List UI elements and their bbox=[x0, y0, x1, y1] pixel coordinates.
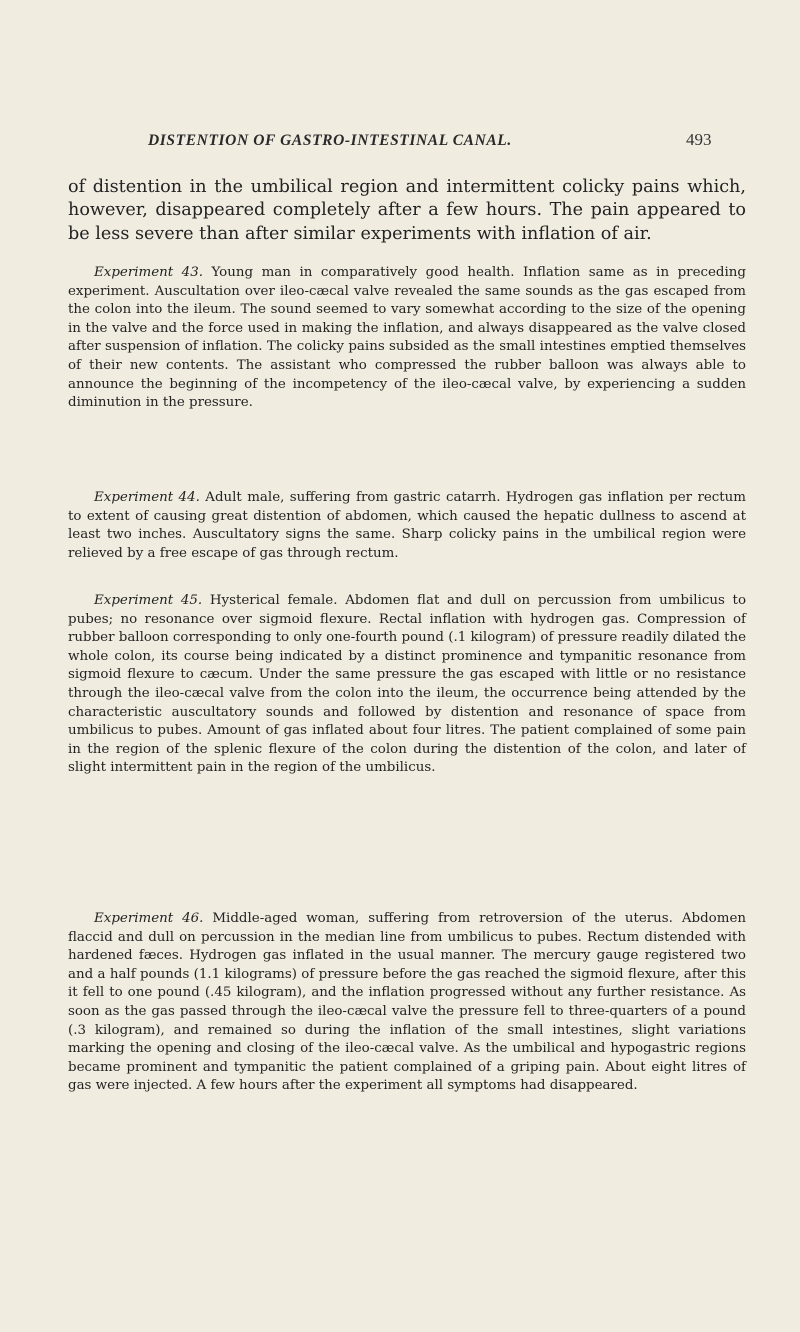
experiment-44-label: Experiment 44. bbox=[94, 490, 200, 505]
intro-paragraph: of distention in the umbilical region and intermittent colicky pains which, however, disappeared completely after a few hours. The pain appeared to be less severe than after similar experiments with inflation of air. bbox=[68, 177, 746, 244]
experiment-43-label: Experiment 43. bbox=[94, 265, 203, 280]
page-number: 493 bbox=[686, 130, 712, 149]
experiment-43-text: Young man in comparatively good health. Inflation same as in preceding experiment. Auscultation over ileo-cæcal valve revealed the same sounds as the gas escaped from the colon into the ileum. The sound seemed to vary somewhat according to the size of the opening in the valve and the force used in making the inflation, and always disappeared as the valve closed after suspension of inflation. The colicky pains subsided as the small intestines emptied themselves of their new contents. The assistant who compressed the rubber balloon was always able to announce the beginning of the incompetency of the ileo-cæcal valve, by experiencing a sudden diminution in the pressure. bbox=[68, 265, 746, 411]
experiment-46-label: Experiment 46. bbox=[94, 911, 204, 926]
experiment-43-paragraph bbox=[68, 264, 746, 413]
experiment-44-text: Adult male, suffering from gastric catarrh. Hydrogen gas inflation per rectum to extent of causing great distention of abdomen, which caused the hepatic dullness to ascend at least two inches. Auscultatory signs the same. Sharp colicky pains in the umbilical region were relieved by a free escape of gas through rectum. bbox=[68, 490, 747, 561]
experiment-45-text: Hysterical female. Abdomen flat and dull on percussion from umbilicus to pubes; no resonance over sigmoid flexure. Rectal inflation with hydrogen gas. Compression of rubber balloon corresponding to only one-fourth pound (.1 kilogram) of pressure readily dilated the whole colon, its course being indicated by a distinct prominence and tympanitic resonance from sigmoid flexure to cæcum. Under the same pressure the gas escaped with little or no resistance through the ileo-cæcal valve from the colon into the ileum, the occurrence being attended by the characteristic auscultatory sounds and followed by distention and resonance of space from umbilicus to pubes. Amount of gas inflated about four litres. The patient complained of some pain in the region of the splenic flexure of the colon during the distention of the colon, and later of slight intermittent pain in the region of the umbilicus. bbox=[68, 593, 747, 776]
experiment-46-text: Middle-aged woman, suffering from retroversion of the uterus. Abdomen flaccid and dull on percussion in the median line from umbilicus to pubes. Rectum distended with hardened fæces. Hydrogen gas inflated in the usual manner. The mercury gauge registered two and a half pounds (1.1 kilograms) of pressure before the gas reached the sigmoid flexure, after this it fell to one pound (.45 kilogram), and the inflation progressed without any further resistance. As soon as the gas passed through the ileo-cæcal valve the pressure fell to three-quarters of a pound (.3 kilogram), and remained so during the inflation of the small intestines, slight variations marking the opening and closing of the ileo-cæcal valve. As the umbilical and hypogastric regions became prominent and tympanitic the patient complained of a griping pain. About eight litres of gas were injected. A few hours after the experiment all symptoms had disappeared. bbox=[68, 911, 746, 1094]
experiment-45-label: Experiment 45. bbox=[94, 593, 203, 608]
experiment-45-paragraph bbox=[68, 592, 746, 778]
experiment-44-paragraph bbox=[68, 489, 746, 563]
running-title: DISTENTION OF GASTRO-INTESTINAL CANAL. bbox=[148, 132, 512, 149]
experiment-46-paragraph bbox=[68, 910, 746, 1096]
